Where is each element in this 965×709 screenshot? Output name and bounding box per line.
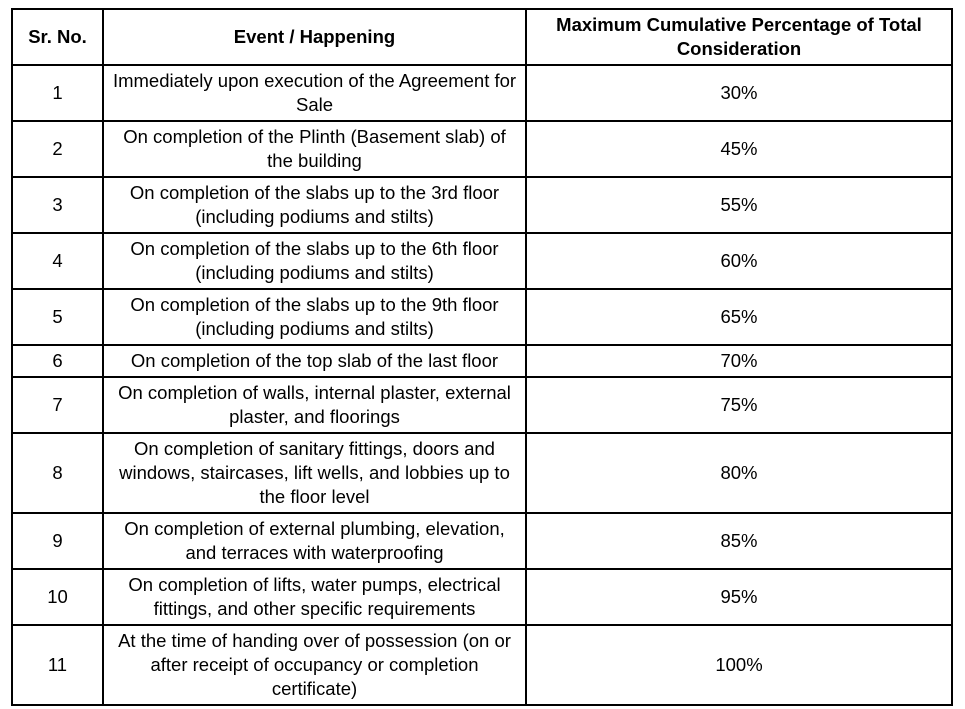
- row-event: On completion of the slabs up to the 3rd floor (including podiums and stilts): [103, 177, 526, 233]
- table-row: [12, 377, 952, 433]
- table-row: [12, 121, 952, 177]
- row-sr-no: 1: [12, 65, 103, 121]
- table-header-row: [12, 9, 952, 65]
- row-event: On completion of the Plinth (Basement slab) of the building: [103, 121, 526, 177]
- table-row: [12, 65, 952, 121]
- row-sr-no: 3: [12, 177, 103, 233]
- table-row: [12, 433, 952, 513]
- row-percentage: 75%: [526, 377, 952, 433]
- row-sr-no: 9: [12, 513, 103, 569]
- table-row: [12, 569, 952, 625]
- row-percentage: 45%: [526, 121, 952, 177]
- table-row: [12, 233, 952, 289]
- row-sr-no: 4: [12, 233, 103, 289]
- payment-schedule-table: [11, 8, 953, 706]
- row-event: On completion of walls, internal plaster, external plaster, and floorings: [103, 377, 526, 433]
- row-percentage: 30%: [526, 65, 952, 121]
- header-sr-no: Sr. No.: [12, 9, 103, 65]
- row-event: On completion of the top slab of the last floor: [103, 345, 526, 377]
- row-event: On completion of external plumbing, elevation, and terraces with waterproofing: [103, 513, 526, 569]
- row-sr-no: 6: [12, 345, 103, 377]
- row-event: On completion of sanitary fittings, doors and windows, staircases, lift wells, and lobbies up to the floor level: [103, 433, 526, 513]
- row-event: On completion of the slabs up to the 9th floor (including podiums and stilts): [103, 289, 526, 345]
- row-percentage: 60%: [526, 233, 952, 289]
- row-sr-no: 11: [12, 625, 103, 705]
- row-event: On completion of lifts, water pumps, electrical fittings, and other specific requirements: [103, 569, 526, 625]
- row-percentage: 70%: [526, 345, 952, 377]
- table-row: [12, 625, 952, 705]
- row-event: On completion of the slabs up to the 6th floor (including podiums and stilts): [103, 233, 526, 289]
- row-percentage: 80%: [526, 433, 952, 513]
- row-percentage: 100%: [526, 625, 952, 705]
- table-row: [12, 177, 952, 233]
- row-event: Immediately upon execution of the Agreement for Sale: [103, 65, 526, 121]
- table-row: [12, 345, 952, 377]
- header-percentage: Maximum Cumulative Percentage of Total Consideration: [526, 9, 952, 65]
- row-percentage: 65%: [526, 289, 952, 345]
- row-event: At the time of handing over of possession (on or after receipt of occupancy or completion certificate): [103, 625, 526, 705]
- row-percentage: 95%: [526, 569, 952, 625]
- row-sr-no: 8: [12, 433, 103, 513]
- row-percentage: 85%: [526, 513, 952, 569]
- row-sr-no: 2: [12, 121, 103, 177]
- table-row: [12, 513, 952, 569]
- table-row: [12, 289, 952, 345]
- row-percentage: 55%: [526, 177, 952, 233]
- header-event: Event / Happening: [103, 9, 526, 65]
- row-sr-no: 10: [12, 569, 103, 625]
- row-sr-no: 7: [12, 377, 103, 433]
- row-sr-no: 5: [12, 289, 103, 345]
